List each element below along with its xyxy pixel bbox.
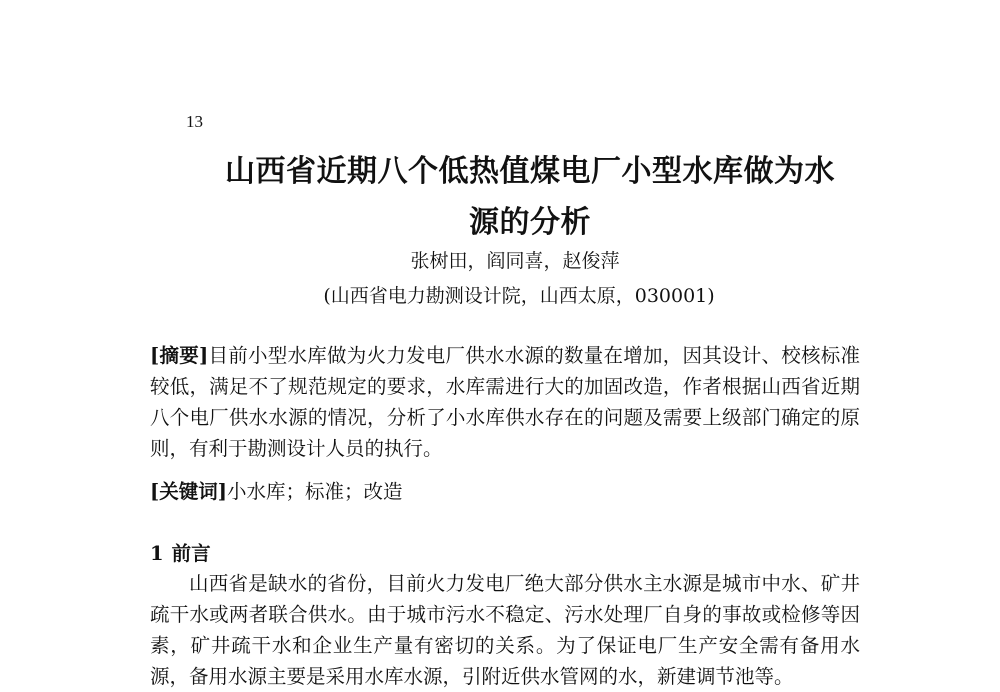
section-heading	[150, 538, 211, 566]
paper-title-line-2: 源的分析	[469, 205, 591, 240]
section-number: 1	[150, 542, 164, 565]
author-list: 张树田，阎同喜，赵俊萍	[410, 250, 620, 272]
keywords	[150, 476, 860, 507]
paper-title-line-1: 山西省近期八个低热值煤电厂小型水库做为水	[225, 154, 835, 189]
keywords-tag: [关键词]	[150, 480, 227, 503]
page-number: 13	[186, 112, 203, 131]
body-paragraph: 山西省是缺水的省份，目前火力发电厂绝大部分供水主水源是城市中水、矿井疏干水或两者联合供水。由于城市污水不稳定、污水处理厂自身的事故或检修等因素，矿井疏干水和企业生产量有密切的关系。为了保证电厂生产安全需有备用水源，备用水源主要是采用水库水源，引附近供水管网的水，新建调节池等。	[150, 572, 860, 688]
keywords-text: 小水库；标准；改造	[226, 480, 403, 503]
abstract-tag: [摘要]	[150, 344, 209, 367]
abstract-text: 目前小型水库做为火力发电厂供水水源的数量在增加，因其设计、校核标准较低，满足不了规范规定的要求，水库需进行大的加固改造，作者根据山西省近期八个电厂供水水源的情况，分析了小水库供水存在的问题及需要上级部门确定的原则，有利于勘测设计人员的执行。	[150, 344, 860, 460]
author-affiliation: (山西省电力勘测设计院，山西太原，030001)	[323, 285, 715, 307]
abstract	[150, 340, 860, 464]
section-title: 前言	[171, 542, 211, 565]
